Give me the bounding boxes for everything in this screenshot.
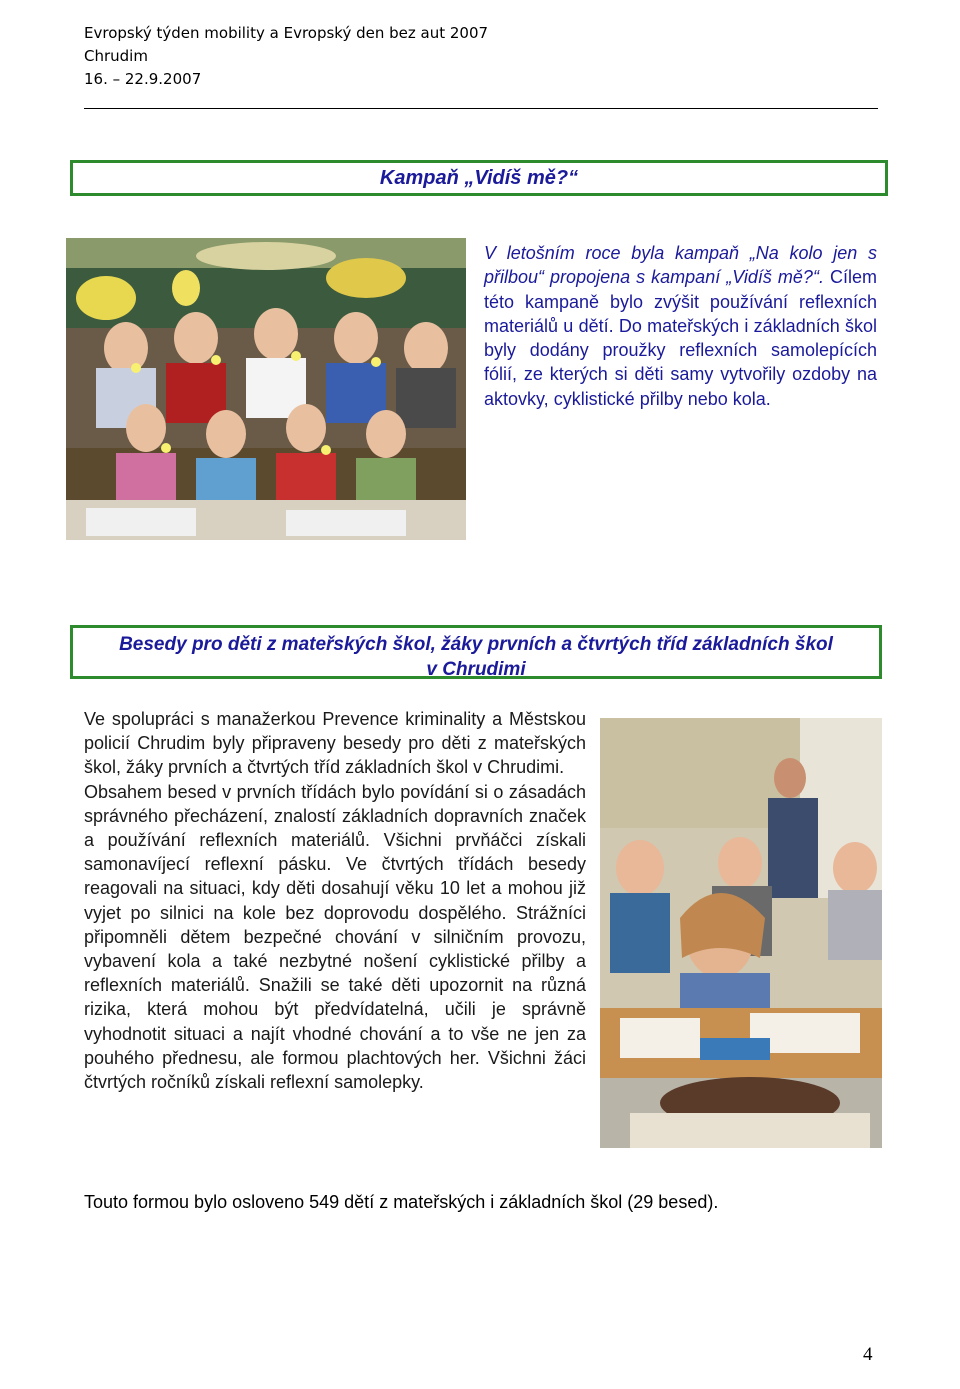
classroom-talk-photo <box>600 718 882 1148</box>
header-event-title: Evropský týden mobility a Evropský den bez aut 2007 <box>84 24 489 42</box>
page-header <box>84 22 884 91</box>
talks-heading-line2: v Chrudimi <box>426 659 526 680</box>
talks-heading-line1: Besedy pro děti z mateřských škol, žáky prvních a čtvrtých tříd základních škol <box>119 634 833 655</box>
campaign-heading: Kampaň „Vidíš mě?“ <box>70 160 888 196</box>
header-city: Chrudim <box>84 47 148 65</box>
children-with-reflective-bands-photo <box>66 238 466 540</box>
campaign-intro-plain: Cílem této kampaně bylo zvýšit používání reflexních materiálů u dětí. Do mateřských i základních škol byly dodány proužky reflexních samolepících fólií, ze kterých si děti samy vytvořily ozdoby na aktovky, cyklistické přilby nebo kola. <box>484 267 877 409</box>
campaign-intro-italic: V letošním roce byla kampaň „Na kolo jen s přilbou“ propojena s kampaní „Vidíš mě?“. <box>484 243 877 288</box>
campaign-description <box>484 241 877 411</box>
summary-text: Touto formou bylo osloveno 549 dětí z mateřských i základních škol (29 besed). <box>84 1192 719 1212</box>
talks-paragraph-1: Ve spolupráci s manažerkou Prevence kriminality a Městskou policií Chrudim byly připraveny besedy pro děti z mateřských škol, žáky prvních a čtvrtých tříd základních škol v Chrudimi. <box>84 709 586 778</box>
photo-illustration-classroom <box>600 718 882 1148</box>
header-divider <box>84 108 878 109</box>
talks-paragraph-2: Obsahem besed v prvních třídách bylo povídání si o zásadách správného přecházení, znalostí základních dopravních značek a používání reflexních materiálů. Všichni prvňáčci získali samonavíjecí reflexní pásku. Ve čtvrtých třídách besedy reagovali na situaci, kdy děti dosahují věku 10 let a mohou již vyjet po silnici na kole bez doprovodu dospělého. Strážníci připomněli dětem bezpečné chování v silničním provozu, vybavení kola a také nezbytné nošení cyklistické přilby a reflexních materiálů. Snažili se také děti upozornit na různá rizika, která mohou být předvídatelná, učili je správně vyhodnotit situaci a najít vhodné chování a to vše ne jen za pouhého přednesu, ale formou plachtových her. Všichni žáci čtvrtých ročníků získali reflexní samolepky. <box>84 781 586 1093</box>
page-number: 4 <box>863 1344 873 1365</box>
talks-heading <box>70 625 882 679</box>
header-dates: 16. – 22.9.2007 <box>84 70 202 88</box>
photo-illustration-children <box>66 238 466 540</box>
talks-body <box>84 707 586 1094</box>
